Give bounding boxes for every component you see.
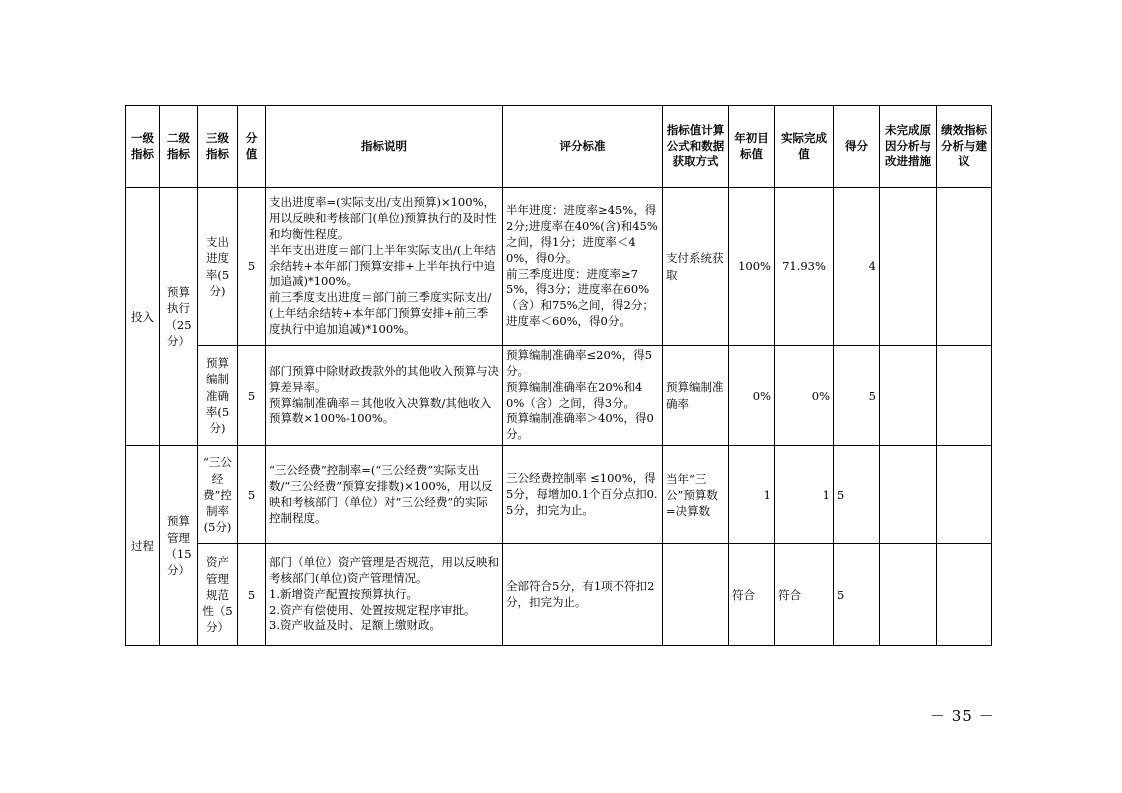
header-criteria: 评分标准	[503, 106, 663, 188]
indicator-reason	[880, 346, 937, 446]
indicator-target: 0%	[729, 346, 775, 446]
indicator-formula	[663, 544, 729, 646]
indicator-score: 5	[834, 346, 880, 446]
group-process: 过程	[126, 446, 160, 646]
header-reason: 未完成原因分析与改进措施	[880, 106, 937, 188]
page-number: － 35 －	[930, 707, 995, 725]
header-analysis: 绩效指标分析与建议	[937, 106, 992, 188]
indicator-target: 符合	[729, 544, 775, 646]
indicator-criteria: 全部符合5分，有1项不符扣2分，扣完为止。	[503, 544, 663, 646]
indicator-target: 1	[729, 446, 775, 544]
group-input: 投入	[126, 188, 160, 446]
indicator-actual: 71.93%	[775, 188, 834, 346]
subgroup-budget-execution: 预算执行（25分）	[160, 188, 198, 446]
header-score-value: 分值	[238, 106, 266, 188]
indicator-score-value: 5	[238, 446, 266, 544]
indicator-name: 预算编制准确率(5分)	[198, 346, 238, 446]
header-score: 得分	[834, 106, 880, 188]
indicator-criteria: 预算编制准确率≤20%，得5分。 预算编制准确率在20%和40%（含）之间，得3分。 预算编制准确率＞40%，得0分。	[503, 346, 663, 446]
indicator-target: 100%	[729, 188, 775, 346]
performance-evaluation-table	[125, 105, 992, 646]
indicator-actual: 0%	[775, 346, 834, 446]
indicator-formula: 预算编制准确率	[663, 346, 729, 446]
indicator-description: 支出进度率=(实际支出/支出预算)×100%，用以反映和考核部门(单位)预算执行的及时性和均衡性程度。 半年支出进度＝部门上半年实际支出/(上年结余结转+本年部门预算安排+上半年执行中追加追减)*100%。 前三季度支出进度＝部门前三季度实际支出/(上年结余结转+本年部门预算安排+前三季度执行中追加追减)*100%。	[266, 188, 503, 346]
indicator-reason	[880, 544, 937, 646]
indicator-score: 4	[834, 188, 880, 346]
indicator-actual: 符合	[775, 544, 834, 646]
indicator-analysis	[937, 446, 992, 544]
indicator-formula: 支付系统获取	[663, 188, 729, 346]
indicator-reason	[880, 188, 937, 346]
indicator-score: 5	[834, 544, 880, 646]
header-level1: 一级指标	[126, 106, 160, 188]
indicator-analysis	[937, 188, 992, 346]
indicator-description: 部门（单位）资产管理是否规范，用以反映和考核部门(单位)资产管理情况。 1.新增资产配置按预算执行。 2.资产有偿使用、处置按规定程序审批。 3.资产收益及时、足额上缴财政。	[266, 544, 503, 646]
indicator-description: “三公经费”控制率=(“三公经费”实际支出数/“三公经费”预算安排数)×100%，用以反映和考核部门（单位）对“三公经费”的实际控制程度。	[266, 446, 503, 544]
indicator-criteria: 三公经费控制率 ≤100%，得5分，每增加0.1个百分点扣0.5分，扣完为止。	[503, 446, 663, 544]
indicator-formula: 当年“三公”预算数=决算数	[663, 446, 729, 544]
indicator-analysis	[937, 544, 992, 646]
header-row	[126, 106, 992, 188]
header-description: 指标说明	[266, 106, 503, 188]
indicator-analysis	[937, 346, 992, 446]
indicator-name: 资产管理规范性（5分）	[198, 544, 238, 646]
indicator-score-value: 5	[238, 544, 266, 646]
indicator-description: 部门预算中除财政拨款外的其他收入预算与决算差异率。 预算编制准确率＝其他收入决算数/其他收入预算数×100%-100%。	[266, 346, 503, 446]
table-row	[126, 346, 992, 446]
header-level2: 二级指标	[160, 106, 198, 188]
table-row	[126, 446, 992, 544]
header-target: 年初目标值	[729, 106, 775, 188]
indicator-score-value: 5	[238, 188, 266, 346]
header-level3: 三级指标	[198, 106, 238, 188]
indicator-name: 支出进度率(5分)	[198, 188, 238, 346]
indicator-reason	[880, 446, 937, 544]
header-actual: 实际完成值	[775, 106, 834, 188]
header-formula: 指标值计算公式和数据获取方式	[663, 106, 729, 188]
table-row	[126, 544, 992, 646]
indicator-criteria: 半年进度：进度率≥45%，得2分;进度率在40%(含)和45%之间，得1分；进度率＜40%，得0分。 前三季度进度：进度率≥75%，得3分；进度率在60%（含）和75%之间，得2分；进度率＜60%，得0分。	[503, 188, 663, 346]
indicator-name: “三公经费”控制率(5分)	[198, 446, 238, 544]
indicator-score-value: 5	[238, 346, 266, 446]
table-row	[126, 188, 992, 346]
indicator-score: 5	[834, 446, 880, 544]
subgroup-budget-management: 预算管理（15分）	[160, 446, 198, 646]
indicator-actual: 1	[775, 446, 834, 544]
